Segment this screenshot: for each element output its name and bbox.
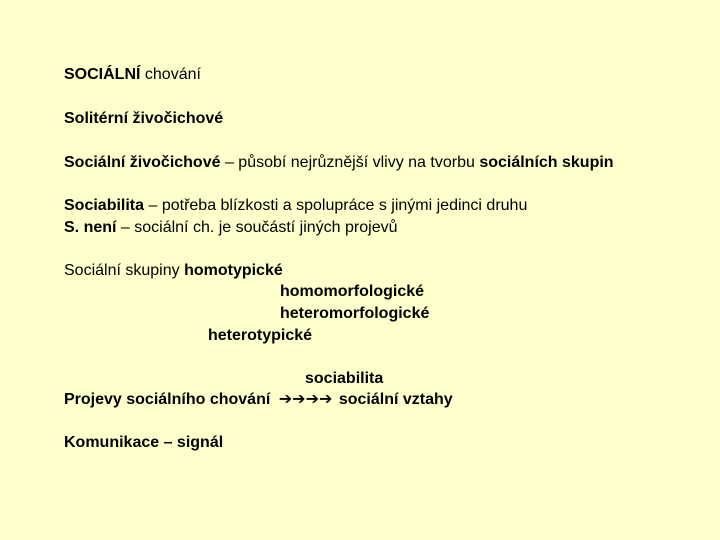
s-not-desc: – sociální ch. je součástí jiných projevů <box>116 219 398 236</box>
right-arrow-icon: ➔ <box>278 391 293 408</box>
page-title <box>64 66 201 84</box>
heterotypic-label: heterotypické <box>208 327 313 344</box>
heteromorphologic-label: heteromorfologické <box>280 305 430 322</box>
social-animals-term: Sociální živočichové <box>64 154 221 171</box>
social-relations-label: sociální vztahy <box>338 391 453 408</box>
right-arrow-icon: ➔ <box>305 391 319 408</box>
sociability-term: Sociabilita <box>64 197 145 214</box>
behaviour-line <box>64 391 453 409</box>
sociability-above-arrows: sociabilita <box>305 370 384 387</box>
social-animals-desc: – působí nejrůznější vlivy na tvorbu <box>220 154 480 171</box>
behaviour-label: Projevy sociálního chování <box>64 391 271 408</box>
sociability-desc: – potřeba blízkosti a spolupráce s jinými jedinci druhu <box>144 197 528 214</box>
right-arrow-icon: ➔ <box>318 391 333 408</box>
sociability-line <box>64 197 527 215</box>
social-groups-line <box>64 262 283 280</box>
right-arrow-icon: ➔ <box>292 391 306 408</box>
s-not-term: S. není <box>64 219 117 236</box>
arrow-sequence <box>279 391 333 409</box>
s-not-line <box>64 219 397 237</box>
social-groups-emph: sociálních skupin <box>479 154 614 171</box>
social-animals-line <box>64 154 614 172</box>
solitary-animals: Solitérní živočichové <box>64 110 224 127</box>
social-groups-prefix: Sociální skupiny <box>64 262 185 279</box>
homotypic-label: homotypické <box>184 262 283 279</box>
homomorphologic-label: homomorfologické <box>280 283 425 300</box>
title-social: SOCIÁLNÍ <box>64 66 141 83</box>
title-behaviour: chování <box>140 66 201 83</box>
communication-line: Komunikace – signál <box>64 434 224 451</box>
